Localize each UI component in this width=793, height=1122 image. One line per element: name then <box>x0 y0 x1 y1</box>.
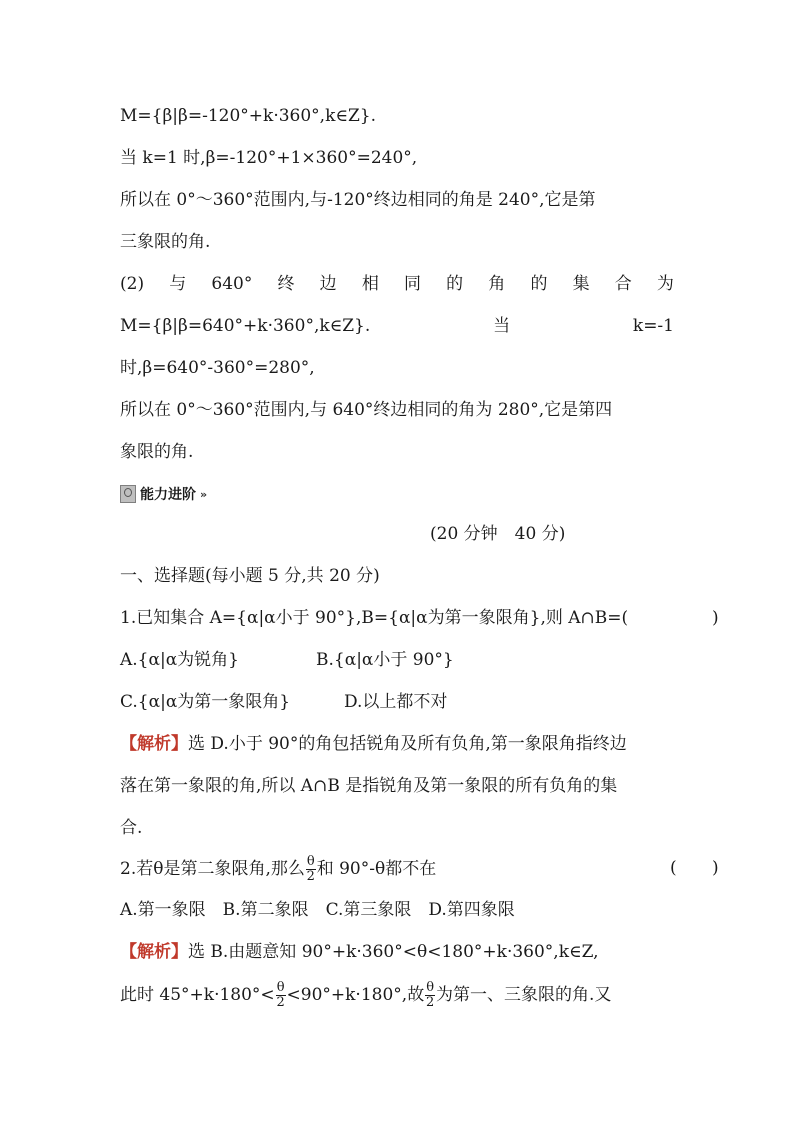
double-chevron-icon: » <box>200 487 208 501</box>
q1-analysis-line3: 合. <box>120 818 143 838</box>
section-header <box>120 484 207 504</box>
word: 的 <box>446 274 464 294</box>
word: (2) <box>120 274 145 294</box>
fraction-theta-half <box>276 982 286 1009</box>
part2-line4: 所以在 0°～360°范围内,与 640°终边相同的角为 280°,它是第四 <box>120 400 613 420</box>
fraction-denominator: 2 <box>306 869 315 884</box>
part1-line1: M={β|β=-120°+k·360°,k∈Z}. <box>120 106 377 126</box>
analysis-text: 选 D.小于 90°的角包括锐角及所有负角,第一象限角指终边 <box>188 734 627 754</box>
word: 的 <box>530 274 548 294</box>
word: 同 <box>403 274 421 294</box>
part2-line1 <box>120 272 674 296</box>
word: 角 <box>488 274 506 294</box>
word-when: 当 <box>493 316 511 336</box>
q2-analysis-line2 <box>120 980 611 1010</box>
section-title: 能力进阶 <box>140 487 196 503</box>
q2-stem-b: 和 90°-θ都不在 <box>316 859 437 879</box>
q2-options: A.第一象限 B.第二象限 C.第三象限 D.第四象限 <box>120 900 515 920</box>
q2-analysis-line1 <box>120 940 599 964</box>
analysis-label: 【解析】 <box>120 734 188 754</box>
set-expression: M={β|β=640°+k·360°,k∈Z}. <box>120 316 371 336</box>
q1-close-paren: ) <box>712 608 719 628</box>
analysis-2b: <90°+k·180°,故 <box>286 985 425 1005</box>
q1-analysis-line2: 落在第一象限的角,所以 A∩B 是指锐角及第一象限的所有负角的集 <box>120 776 618 796</box>
part2-line2 <box>120 314 674 338</box>
word: 集 <box>572 274 590 294</box>
word: 为 <box>656 274 674 294</box>
lightbulb-icon <box>120 485 136 503</box>
fraction-theta-half <box>306 856 316 883</box>
fraction-theta-half <box>425 982 435 1009</box>
word: 与 <box>169 274 187 294</box>
part1-line2: 当 k=1 时,β=-120°+1×360°=240°, <box>120 148 418 168</box>
analysis-text: 选 B.由题意知 90°+k·360°<θ<180°+k·360°,k∈Z, <box>188 942 599 962</box>
analysis-2a: 此时 45°+k·180°< <box>120 985 275 1005</box>
fraction-numerator: θ <box>306 854 315 869</box>
k-value: k=-1 <box>632 316 674 336</box>
word: 边 <box>319 274 337 294</box>
part1-line3: 所以在 0°～360°范围内,与-120°终边相同的角是 240°,它是第 <box>120 190 596 210</box>
analysis-label: 【解析】 <box>120 942 188 962</box>
question-heading: 一、选择题(每小题 5 分,共 20 分) <box>120 566 380 586</box>
q1-analysis-line1 <box>120 732 627 756</box>
q1-option-b: B.{α|α小于 90°} <box>316 650 454 670</box>
time-limit: (20 分钟 40 分) <box>430 524 566 544</box>
q1-stem: 1.已知集合 A={α|α小于 90°},B={α|α为第一象限角},则 A∩B=( <box>120 608 629 628</box>
q2-stem <box>120 855 436 883</box>
word: 640° <box>211 274 253 294</box>
fraction-numerator: θ <box>426 980 435 995</box>
word: 合 <box>614 274 632 294</box>
q2-stem-a: 2.若θ是第二象限角,那么 <box>120 859 305 879</box>
fraction-numerator: θ <box>276 980 285 995</box>
word: 相 <box>361 274 379 294</box>
fraction-denominator: 2 <box>425 995 435 1010</box>
q1-option-d: D.以上都不对 <box>344 692 448 712</box>
q1-option-a: A.{α|α为锐角} <box>120 650 239 670</box>
q1-option-c: C.{α|α为第一象限角} <box>120 692 291 712</box>
word: 终 <box>277 274 295 294</box>
fraction-denominator: 2 <box>276 995 285 1010</box>
analysis-2c: 为第一、三象限的角.又 <box>436 985 612 1005</box>
part1-line4: 三象限的角. <box>120 232 211 252</box>
part2-line5: 象限的角. <box>120 442 194 462</box>
q2-close-paren: ) <box>712 858 719 878</box>
part2-line3: 时,β=640°-360°=280°, <box>120 358 315 378</box>
q2-open-paren: ( <box>670 858 677 878</box>
